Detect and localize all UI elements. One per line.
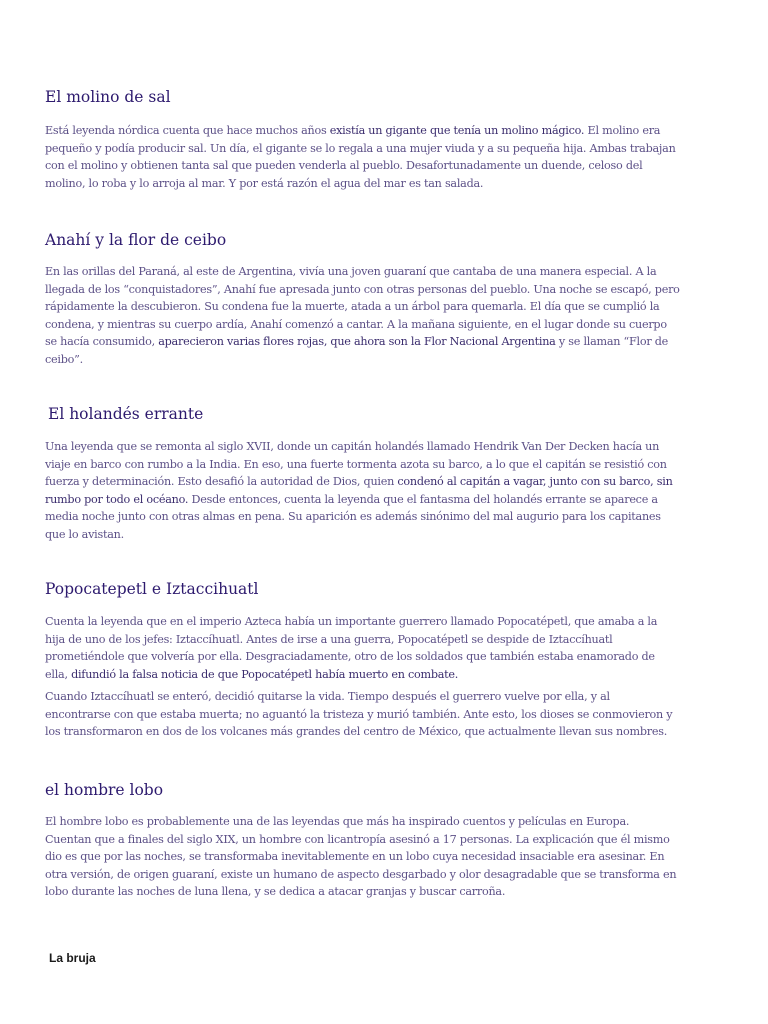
text-line xyxy=(45,316,680,334)
text-line xyxy=(45,456,673,474)
text-run: molino, lo roba y lo arroja al mar. Y por está razón el agua del mar es tan salada. xyxy=(45,176,484,190)
text-line xyxy=(45,473,673,491)
text-run: media noche junto con otras almas en pena. Su aparición es además sinónimo del mal augurio para los capitanes xyxy=(45,510,661,524)
text-run: Una leyenda que se remonta al siglo XVII, donde un capitán holandés llamado Hendrik Van Der Decken hacía un xyxy=(45,440,660,453)
text-run: se hacía consumido, xyxy=(45,335,159,349)
text-run: rápidamente la descubieron. Su condena fue la muerte, atada a un árbol para quemarla. El día que se cumplió la xyxy=(45,300,660,314)
text-line xyxy=(45,723,672,741)
text-run: encontrarse con que estaba muerta; no aguantó la tristeza y murió también. Ante esto, los dioses se conmovieron y xyxy=(45,707,673,721)
text-line xyxy=(45,157,676,175)
text-run: Cuando Iztaccíhuatl se enteró, decidió quitarse la vida. Tiempo después el guerrero vuelve por ella, y al xyxy=(45,690,610,703)
text-run: condena, y mientras su cuerpo ardía, Anahí comenzó a cantar. A la mañana siguiente, en el lugar donde su cuerpo xyxy=(45,317,667,331)
text-line xyxy=(45,351,680,369)
text-run: fuerza y determinación. Esto desafió la autoridad de Dios, quien xyxy=(45,475,398,489)
emphasized-text: condenó al capitán a vagar, junto con su barco, sin xyxy=(397,475,673,489)
text-run: Cuentan que a finales del siglo XIX, un hombre con licantropía asesinó a 17 personas. La explicación que él mismo xyxy=(45,832,670,846)
section-paragraph-popocatepetl-2 xyxy=(45,688,672,741)
text-run: hija de uno de los jefes: Iztaccíhuatl. Antes de irse a una guerra, Popocatépetl se despide de Iztaccíhuatl xyxy=(45,632,613,646)
text-run: pequeño y podía producir sal. Un día, el gigante se lo regala a una mujer viuda y a su pequeña hija. Ambas trabajan xyxy=(45,141,676,155)
section-title-holandes: El holandés errante xyxy=(48,405,204,423)
text-line xyxy=(45,263,680,281)
section-paragraph-holandes xyxy=(45,438,673,544)
text-run: con el molino y obtienen tanta sal que pueden venderla al pueblo. Desafortunadamente un duende, celoso del xyxy=(45,159,643,173)
text-run: Cuenta la leyenda que en el imperio Azteca había un importante guerrero llamado Popocatépetl, que amaba a la xyxy=(45,615,658,628)
text-run: Está leyenda nórdica cuenta que hace muchos años xyxy=(45,124,330,137)
text-run: los transformaron en dos de los volcanes más grandes del centro de México, que actualmente llevan sus nombres. xyxy=(45,725,668,739)
text-line xyxy=(45,175,676,193)
text-line xyxy=(45,631,657,649)
text-run: Desde entonces, cuenta la leyenda que el fantasma del holandés errante se aparece a xyxy=(188,492,658,506)
emphasized-text: rumbo por todo el océano. xyxy=(45,492,189,506)
text-line xyxy=(45,848,676,866)
text-line xyxy=(45,122,676,140)
text-run: En las orillas del Paraná, al este de Argentina, vivía una joven guaraní que cantaba de una manera especial. A la xyxy=(45,265,657,278)
text-line xyxy=(45,883,676,901)
text-line xyxy=(45,491,673,509)
text-run: El molino era xyxy=(584,124,661,137)
text-line xyxy=(45,813,676,831)
section-paragraph-molino xyxy=(45,122,676,192)
section-title-popocatepetl: Popocatepetl e Iztaccihuatl xyxy=(45,580,259,598)
section-paragraph-anahi xyxy=(45,263,680,369)
text-line xyxy=(45,648,657,666)
text-run: El hombre lobo es probablemente una de las leyendas que más ha inspirado cuentos y películas en Europa. xyxy=(45,815,630,828)
text-run: otra versión, de origen guaraní, existe un humano de aspecto desgarbado y olor desagradable que se transforma en xyxy=(45,867,677,881)
emphasized-text: difundió la falsa noticia de que Popocatépetl había muerto en combate. xyxy=(71,667,459,681)
text-line xyxy=(45,140,676,158)
emphasized-text: existía un gigante que tenía un molino mágico. xyxy=(329,124,585,137)
section-paragraph-popocatepetl-1 xyxy=(45,613,657,683)
text-line xyxy=(45,333,680,351)
text-line xyxy=(45,831,676,849)
footer-label: La bruja xyxy=(49,951,96,965)
section-paragraph-hombre-lobo xyxy=(45,813,676,901)
text-run: llegada de los “conquistadores”, Anahí fue apresada junto con otras personas del pueblo. Una noche se escapó, pero xyxy=(45,282,680,296)
text-run: ella, xyxy=(45,667,72,681)
text-line xyxy=(45,298,680,316)
text-run: lobo durante las noches de luna llena, y se dedica a atacar granjas y buscar carroña. xyxy=(45,885,506,899)
text-run: viaje en barco con rumbo a la India. En eso, una fuerte tormenta azota su barco, a lo que el capitán se resistió con xyxy=(45,457,667,471)
text-line xyxy=(45,706,672,724)
section-title-molino: El molino de sal xyxy=(45,88,171,106)
section-title-anahi: Anahí y la flor de ceibo xyxy=(45,231,227,249)
text-run: ceibo”. xyxy=(45,352,83,366)
emphasized-text: aparecieron varias flores rojas, que ahora son la Flor Nacional Argentina xyxy=(158,335,556,349)
text-run: y se llaman “Flor de xyxy=(555,335,669,349)
text-line xyxy=(45,688,672,706)
text-line xyxy=(45,508,673,526)
section-title-hombre-lobo: el hombre lobo xyxy=(45,781,164,799)
text-line xyxy=(45,666,657,684)
text-run: prometiéndole que volvería por ella. Desgraciadamente, otro de los soldados que también estaba enamorado de xyxy=(45,650,655,664)
text-run: que lo avistan. xyxy=(45,527,124,541)
text-run: dio es que por las noches, se transformaba inevitablemente en un lobo cuya necesidad insaciable era asesinar. En xyxy=(45,850,665,864)
text-line xyxy=(45,438,673,456)
text-line xyxy=(45,866,676,884)
text-line xyxy=(45,526,673,544)
text-line xyxy=(45,281,680,299)
text-line xyxy=(45,613,657,631)
